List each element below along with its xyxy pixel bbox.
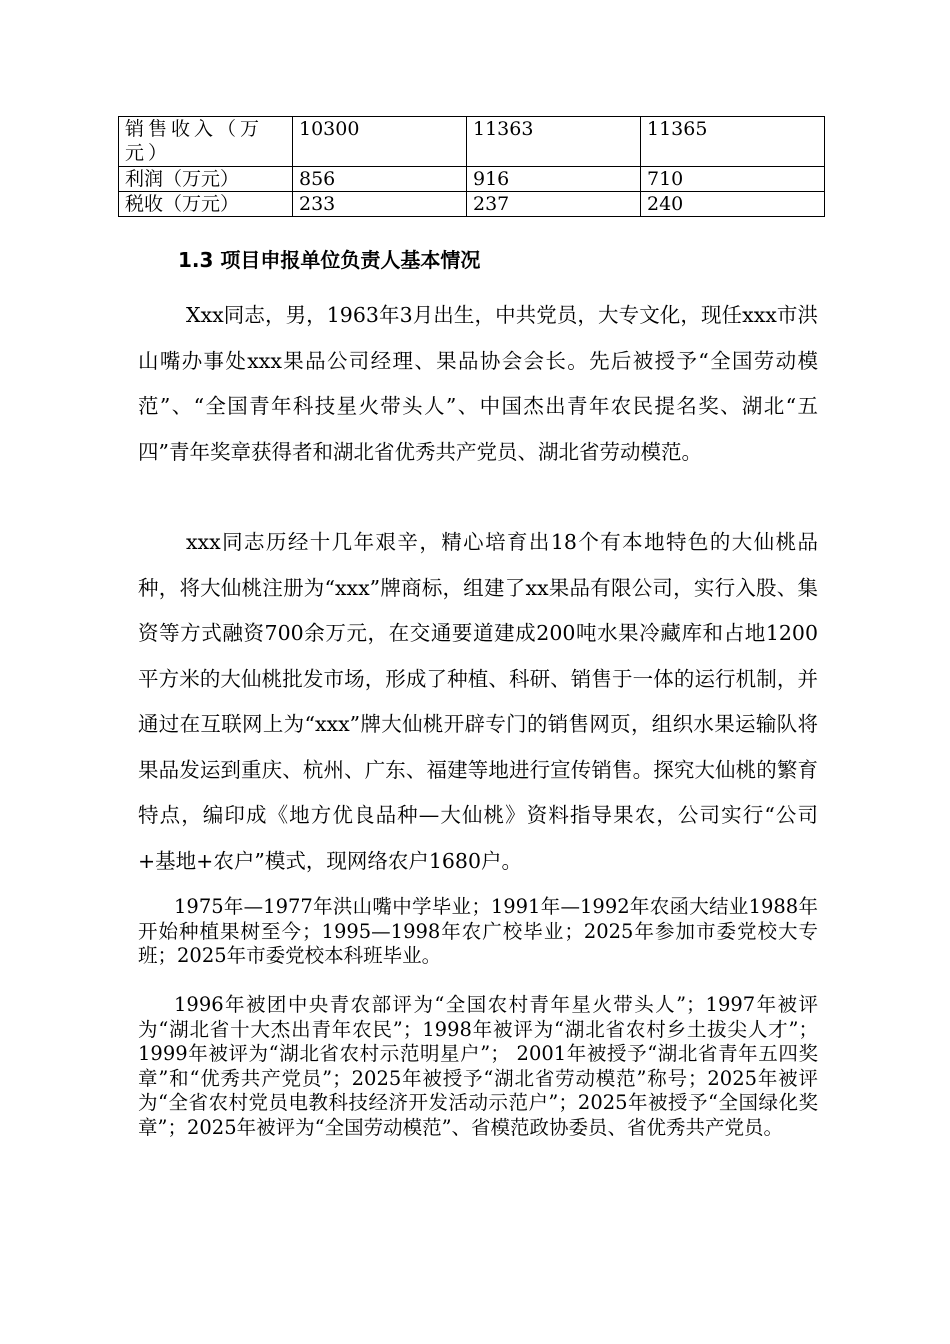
table-cell: 856 [293, 167, 467, 192]
table-row [119, 167, 825, 192]
row-label: 利润（万元） [119, 167, 293, 192]
financial-table [118, 116, 825, 217]
table-cell: 233 [293, 192, 467, 217]
table-cell: 11363 [467, 117, 641, 167]
achievement-paragraph: xxx同志历经十几年艰辛，精心培育出18个有本地特色的大仙桃品种，将大仙桃注册为“xxx”牌商标，组建了xx果品有限公司，实行入股、集资等方式融资700余万元，在交通要道建成200吨水果冷藏库和占地1200平方米的大仙桃批发市场，形成了种植、科研、销售于一体的运行机制，并通过在互联网上为“xxx”牌大仙桃开辟专门的销售网页，组织水果运输队将果品发运到重庆、杭州、广东、福建等地进行宣传销售。探究大仙桃的繁育特点，编印成《地方优良品种—大仙桃》资料指导果农，公司实行“公司+基地+农户”模式，现网络农户1680户。 [138, 530, 818, 873]
education-paragraph: 1975年—1977年洪山嘴中学毕业；1991年—1992年农函大结业1988年开始种植果树至今；1995—1998年农广校毕业；2025年参加市委党校大专班；2025年市委党校本科班毕业。 [138, 895, 818, 967]
row-label: 销售收入（万元） [119, 117, 293, 167]
table-cell: 710 [641, 167, 825, 192]
table-cell: 11365 [641, 117, 825, 167]
table-row [119, 117, 825, 167]
bio-paragraph: Xxx同志，男，1963年3月出生，中共党员，大专文化，现任xxx市洪山嘴办事处xxx果品公司经理、果品协会会长。先后被授予“全国劳动模范”、“全国青年科技星火带头人”、中国杰出青年农民提名奖、湖北“五四”青年奖章获得者和湖北省优秀共产党员、湖北省劳动模范。 [138, 303, 818, 464]
row-label: 税收（万元） [119, 192, 293, 217]
table-cell: 237 [467, 192, 641, 217]
honors-paragraph: 1996年被团中央青农部评为“全国农村青年星火带头人”；1997年被评为“湖北省十大杰出青年农民”；1998年被评为“湖北省农村乡土拔尖人才”；1999年被评为“湖北省农村示范明星户”； 2001年被授予“湖北省青年五四奖章”和“优秀共产党员”；2025年被授予“湖北省劳动模范”称号；2025年被评为“全省农村党员电教科技经济开发活动示范户”；2025年被授予“全国绿化奖章”；2025年被评为“全国劳动模范”、省模范政协委员、省优秀共产党员。 [138, 993, 818, 1139]
table-row [119, 192, 825, 217]
table-cell: 10300 [293, 117, 467, 167]
section-heading: 1.3 项目申报单位负责人基本情况 [178, 248, 481, 272]
table-cell: 916 [467, 167, 641, 192]
table-cell: 240 [641, 192, 825, 217]
